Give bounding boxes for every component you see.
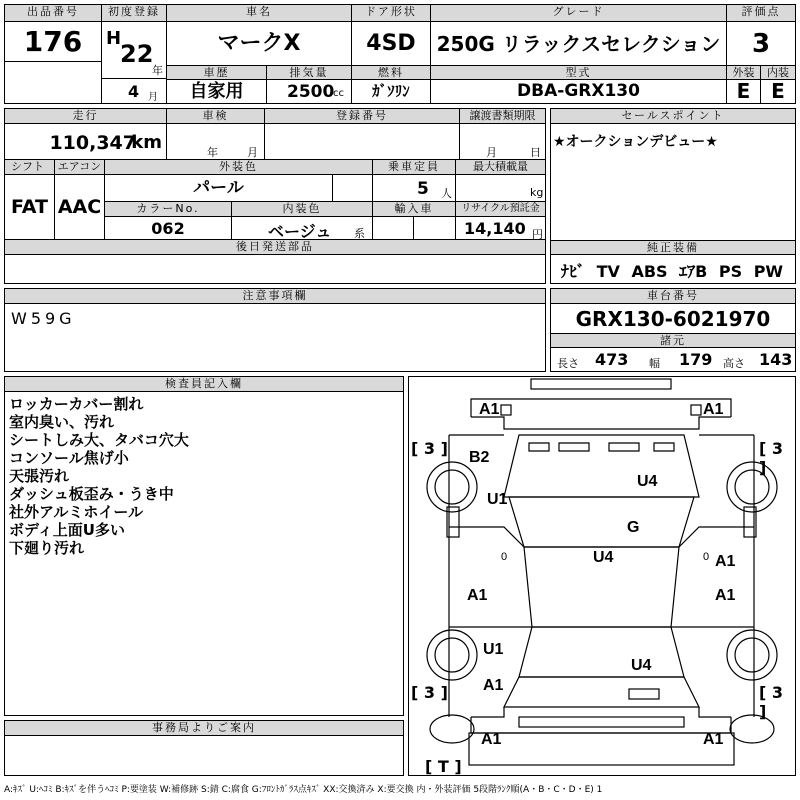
year-unit: 年 <box>152 64 163 77</box>
width: 179 <box>679 350 713 369</box>
door: 4SD <box>352 22 431 66</box>
note-line: 室内臭い、汚れ <box>9 413 115 431</box>
transfer-cell <box>460 124 545 160</box>
height: 143 <box>759 350 793 369</box>
history-label: 車歴 <box>167 66 267 80</box>
tire-fr: [ 3 ] <box>759 439 784 477</box>
lot-label: 出品番号 <box>5 5 102 22</box>
inspector-notes <box>9 395 189 557</box>
damage-a1-fl: A1 <box>479 401 500 418</box>
transfer-label: 譲渡書類期限 <box>460 109 545 124</box>
recycle-unit: 円 <box>532 228 543 240</box>
load-label: 最大積載量 <box>456 160 545 175</box>
office-block <box>4 720 404 776</box>
note-line: 社外アルミホイール <box>9 503 144 521</box>
car-name: マークX <box>167 22 352 66</box>
chassis: GRX130-6021970 <box>551 304 795 334</box>
chassis-block <box>550 288 796 372</box>
inspector-block <box>4 376 404 716</box>
note-line: ボディ上面U多い <box>9 521 125 539</box>
load-cell <box>456 175 545 202</box>
dims-label: 諸元 <box>551 334 795 348</box>
insp-month-unit: 月 <box>247 146 258 159</box>
score: 3 <box>727 22 795 66</box>
exterior-label: 外装 <box>727 66 761 80</box>
color: パール <box>105 175 333 202</box>
tire-rr: [ 3 ] <box>759 683 784 721</box>
damage-a1-rrdoor: A1 <box>715 587 736 604</box>
width-label: 幅 <box>649 357 660 370</box>
insp-year-unit: 年 <box>207 146 218 159</box>
inspection-cell <box>167 124 265 160</box>
damage-a1-rql: A1 <box>483 677 504 694</box>
year: 22 <box>120 40 154 68</box>
capacity-unit: 人 <box>441 187 452 200</box>
legend: A:ｷｽﾞ U:ﾍｺﾐ B:ｷｽﾞを伴うﾍｺﾐ P:要塗装 W:補修跡 S:錆 C:腐食 G:ﾌﾛﾝﾄｶﾞﾗｽ点ｷｽﾞ XX:交換済み X:要交換 内・外装評価 5段階ﾗﾝｸ順(A・B・C・D・E) 1 <box>4 785 603 795</box>
later-parts-label: 後日発送部品 <box>5 240 545 255</box>
dims-row <box>551 348 795 371</box>
tire-fl: [ 3 ] <box>411 439 448 458</box>
displacement-cell <box>267 80 352 103</box>
mileage-label: 走行 <box>5 109 167 124</box>
transfer-day-unit: 日 <box>530 146 541 159</box>
tire-rl: [ 3 ] <box>411 683 448 702</box>
interior-label: 内装 <box>761 66 795 80</box>
note-line: 下廻り汚れ <box>9 539 85 557</box>
import-cell <box>373 217 456 240</box>
color-label: 外装色 <box>105 160 373 175</box>
damage-a1-ldoor: A1 <box>467 587 488 604</box>
month: 4 <box>128 82 140 101</box>
interior: E <box>771 80 785 103</box>
interior-color-label: 内装色 <box>232 202 373 217</box>
mileage-unit: km <box>131 132 162 153</box>
displacement: 2500 <box>287 82 335 102</box>
damage-a1-rbr: A1 <box>703 731 724 748</box>
note-line: ロッカーカバー割れ <box>9 395 144 413</box>
shift: FAT <box>5 175 55 240</box>
caution: W59G <box>11 309 76 328</box>
aircon-label: エアコン <box>55 160 105 175</box>
damage-u4-mid: U4 <box>593 549 614 566</box>
displacement-label: 排気量 <box>267 66 352 80</box>
recycle: 14,140 <box>464 219 526 238</box>
mileage: 110,347 <box>49 132 136 154</box>
office-label: 事務局よりご案内 <box>5 721 403 736</box>
shift-label: シフト <box>5 160 55 175</box>
reg-number-cell <box>265 124 460 160</box>
era: H <box>106 28 122 49</box>
damage-a1-fr: A1 <box>703 401 724 418</box>
equipment: ﾅﾋﾞ TV ABS ｴｱB PS PW <box>561 262 784 281</box>
capacity: 5 <box>417 179 429 199</box>
note-line: シートしみ大、タバコ穴大 <box>9 431 189 449</box>
first-reg-year <box>102 22 167 79</box>
color-no: 062 <box>105 217 232 240</box>
damage-u4-top: U4 <box>637 473 658 490</box>
length-label: 長さ <box>557 357 579 370</box>
tire-spare: [ T ] <box>425 757 462 776</box>
later-parts-cell <box>5 255 545 283</box>
damage-a1-rdoor: A1 <box>715 553 736 570</box>
mark-zero-r: 0 <box>703 551 710 563</box>
inspector-label: 検査員記入欄 <box>5 377 403 392</box>
length: 473 <box>595 350 629 369</box>
transfer-month-unit: 月 <box>486 146 497 159</box>
equipment-label: 純正装備 <box>551 240 795 255</box>
reg-number-label: 登録番号 <box>265 109 460 124</box>
damage-u4-low: U4 <box>631 657 652 674</box>
load-unit: kg <box>530 186 544 199</box>
interior-color: ベージュ <box>268 222 332 240</box>
header-block <box>4 4 796 104</box>
lot-blank <box>5 62 102 103</box>
mileage-cell <box>5 124 167 160</box>
inspection-label: 車検 <box>167 109 265 124</box>
aircon: AAC <box>55 175 105 240</box>
grade: 250G リラックスセレクション <box>431 22 727 66</box>
interior-color-cell <box>232 217 373 240</box>
caution-label: 注意事項欄 <box>5 289 545 304</box>
damage-u1-l: U1 <box>487 491 508 508</box>
first-reg-label: 初度登録 <box>102 5 167 22</box>
recycle-label: リサイクル預託金 <box>456 202 545 217</box>
note-line: ダッシュ板歪み・うき中 <box>9 485 174 503</box>
capacity-cell <box>373 175 456 202</box>
lot-value: 176 <box>5 22 102 62</box>
note-line: コンソール焦げ小 <box>9 449 129 467</box>
month-unit: 月 <box>148 92 158 103</box>
exterior: E <box>727 80 761 103</box>
note-line: 天張汚れ <box>9 467 70 485</box>
damage-b2: B2 <box>469 449 490 466</box>
sales-point-label: セールスポイント <box>551 109 795 124</box>
import-label: 輸入車 <box>373 202 456 217</box>
model-label: 型式 <box>431 66 727 80</box>
vehicle-info-block <box>4 108 546 284</box>
model: DBA-GRX130 <box>431 80 727 103</box>
grade-label: グレード <box>431 5 727 22</box>
damage-g: G <box>627 519 640 536</box>
displacement-unit: cc <box>333 88 344 99</box>
door-label: ドア形状 <box>352 5 431 22</box>
interior-color-unit: 系 <box>354 227 365 240</box>
sales-point: ★オークションデビュー★ <box>553 134 718 150</box>
height-label: 高さ <box>723 357 745 370</box>
capacity-label: 乗車定員 <box>373 160 456 175</box>
car-diagram <box>408 376 796 776</box>
caution-block <box>4 288 546 372</box>
score-label: 評価点 <box>727 5 795 22</box>
mark-zero-l: 0 <box>501 551 508 563</box>
damage-u1-rl: U1 <box>483 641 504 658</box>
car-name-label: 車名 <box>167 5 352 22</box>
sales-point-block <box>550 108 796 284</box>
first-reg-month <box>102 79 167 103</box>
damage-a1-rbl: A1 <box>481 731 502 748</box>
chassis-label: 車台番号 <box>551 289 795 304</box>
recycle-cell <box>456 217 545 240</box>
fuel: ｶﾞｿﾘﾝ <box>352 80 431 103</box>
fuel-label: 燃料 <box>352 66 431 80</box>
color-extra <box>333 175 373 202</box>
history: 自家用 <box>167 80 267 103</box>
color-no-label: カラーNo. <box>105 202 232 217</box>
car-outline <box>409 377 795 775</box>
